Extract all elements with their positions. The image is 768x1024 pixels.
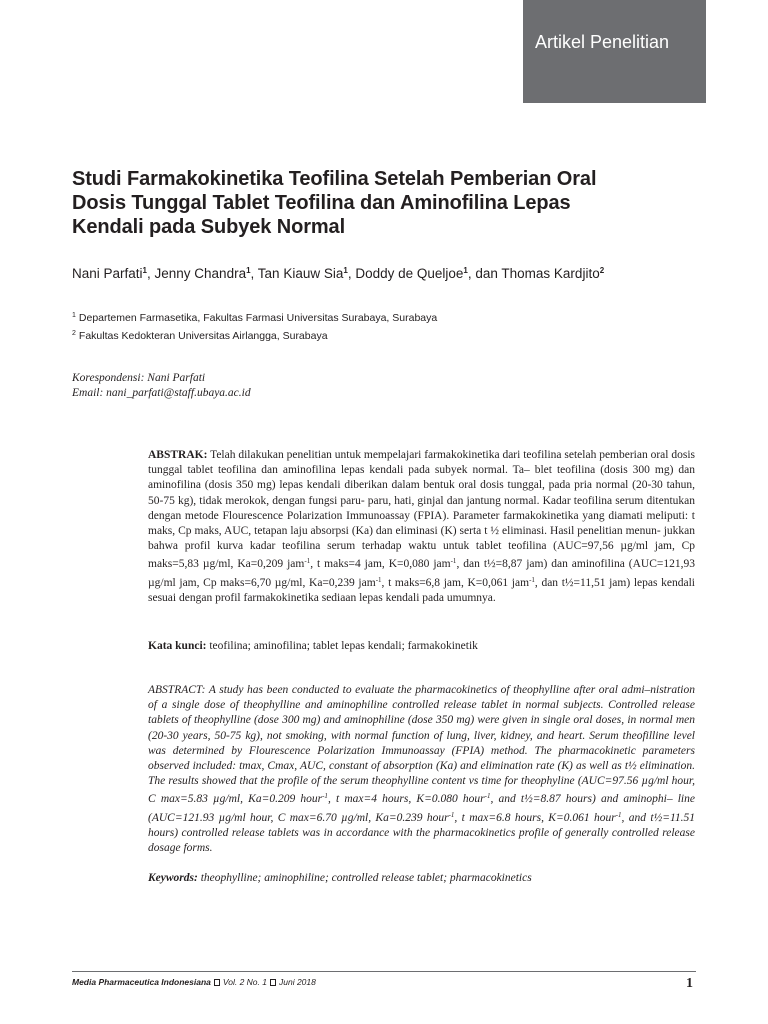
affiliation-text: Departemen Farmasetika, Fakultas Farmasi Universitas Surabaya, Surabaya: [78, 312, 438, 324]
keywords: [148, 871, 695, 886]
journal-name: Media Pharmaceutica Indonesiana: [72, 977, 211, 987]
article-type-badge: Artikel Penelitian: [523, 0, 706, 103]
abstract-text: , and t½=8.87 hours) and aminophi– line (AUC=121.93 µg/ml hour, C max=6.70 µg/ml, Ka=0.239 hour: [148, 793, 695, 824]
abstract-text: , t max=6.8 hours, K=0.061 hour: [454, 811, 616, 824]
article-title-line: Studi Farmakokinetika Teofilina Setelah Pemberian Oral: [72, 168, 597, 190]
abstrak-text: , dan t½=11,51 jam) lepas kendali sesuai dengan profil farmakokinetika sediaan lepas kendali pada umumnya.: [148, 576, 695, 604]
keywords-text: theophylline; aminophiline; controlled release tablet; pharmacokinetics: [197, 872, 532, 884]
abstrak-text: , t maks=6,8 jam, K=0,061 jam: [381, 576, 530, 589]
author-affiliation-mark: 1: [142, 266, 147, 275]
unit-superscript: -1: [450, 557, 457, 566]
abstrak-indonesian: [148, 448, 695, 606]
article-title-line: Kendali pada Subyek Normal: [72, 216, 346, 238]
kata-kunci-label: Kata kunci:: [148, 640, 207, 652]
abstract-text: , and t½=11.51 hours) controlled release tablets was in accordance with the pharmacokinetics profile of generally controlled release dosage forms.: [148, 811, 695, 855]
footer-divider: [72, 971, 696, 972]
kata-kunci: [148, 639, 695, 654]
author-name: Doddy de Queljoe: [355, 266, 464, 281]
article-title-line: Dosis Tunggal Tablet Teofilina dan Aminofilina Lepas: [72, 192, 571, 214]
unit-superscript: -1: [448, 810, 455, 819]
keywords-label: Keywords:: [148, 872, 198, 884]
abstract-english: [148, 683, 695, 856]
square-separator-icon: [270, 979, 276, 986]
abstrak-label: ABSTRAK:: [148, 449, 208, 461]
journal-volume: Vol. 2 No. 1: [222, 977, 267, 987]
article-title: [72, 167, 672, 239]
abstrak-text: Telah dilakukan penelitian untuk mempelajari farmakokinetika dari teofilina setelah pemberian oral dosis tunggal tablet teofilina dan aminofilina lepas kendali pada subyek normal. Ta– blet teofilina (dosis 300 mg) dan aminofilina (dosis 350 mg) lepas kendali diberikan dalam bentuk oral dosis tunggal, pada pria normal (20-30 tahun, 50-75 kg), tidak merokok, dengan fungsi paru- paru, hati, ginjal dan jantung normal. Kadar teofilina serum ditentukan dengan metode Flourescence Polarization Immunoassay (FPIA). Parameter farmakokinetika yang diamati meliputi: t maks, Cp maks, AUC, tetapan laju absorpsi (Ka) dan eliminasi (K) serta t ½ eliminasi. Hasil penelitian menun- jukkan bahwa profil kurva kadar teofilina serum terhadap waktu untuk tablet teofilina (AUC=97,56 µg/ml jam, Cp maks=5,83 µg/ml, Ka=0,209 jam: [148, 449, 696, 571]
author-affiliation-mark: 1: [463, 266, 468, 275]
abstrak-text: , t maks=4 jam, K=0,080 jam: [310, 558, 451, 571]
author-affiliation-mark: 2: [599, 266, 605, 275]
correspondence: Korespondensi: Nani Parfati: [72, 372, 206, 384]
affiliation-number: 2: [72, 330, 76, 337]
kata-kunci-text: teofilina; aminofilina; tablet lepas kendali; farmakokinetik: [206, 640, 478, 652]
affiliation-1: [72, 312, 437, 324]
author-separator: ,: [250, 266, 258, 281]
unit-superscript: -1: [375, 575, 382, 584]
unit-superscript: -1: [484, 792, 491, 801]
affiliation-text: Fakultas Kedokteran Universitas Airlangga, Surabaya: [78, 330, 328, 342]
author-separator: , dan: [467, 266, 502, 281]
abstrak-text: , dan t½=8,87 jam) dan aminofilina (AUC=121,93 µg/ml jam, Cp maks=6,70 µg/ml, Ka=0,239 jam: [148, 558, 695, 589]
affiliation-number: 1: [72, 312, 76, 319]
author-name: Thomas Kardjito: [501, 266, 600, 281]
correspondence-email: Email: nani_parfati@staff.ubaya.ac.id: [72, 387, 251, 399]
affiliation-2: [72, 330, 328, 342]
abstract-text: , t max=4 hours, K=0.080 hour: [327, 793, 485, 806]
author-separator: ,: [147, 266, 155, 281]
journal-citation: [72, 977, 316, 987]
square-separator-icon: [214, 979, 220, 986]
author-list: [72, 266, 604, 281]
abstract-text: ABSTRACT: A study has been conducted to evaluate the pharmacokinetics of theophylline after oral admi–nistration of a single dose of theophylline and aminophiline controlled release tablet in normal subjects. Controlled release tablets of theophylline (dose 300 mg) and aminophiline (dose 350 mg) were given in single oral doses, in normal men (20-30 years, 50-75 kg), not smoking, with normal function of lung, liver, kidney, and heart. Serum theofilline level was determined by Flourescence Polarization Immunoassay (FPIA) method. The pharmacokinetic parameters observed included: tmax, Cmax, AUC, constant of absorption (Ka) and elimination rate (K) as well as t½ elimination. The results showed that the profile of the serum theophylline content vs time for theophyline (AUC=97.56 µg/ml hour, C max=5.83 µg/ml, Ka=0.209 hour: [148, 684, 695, 806]
unit-superscript: -1: [529, 575, 535, 584]
author-affiliation-mark: 1: [343, 266, 348, 275]
author-separator: ,: [347, 266, 356, 281]
unit-superscript: -1: [322, 792, 328, 801]
author-name: Tan Kiauw Sia: [257, 266, 344, 281]
author-name: Jenny Chandra: [154, 266, 247, 281]
page-number: 1: [686, 976, 693, 991]
author-affiliation-mark: 1: [246, 266, 251, 275]
unit-superscript: -1: [304, 557, 311, 566]
author-name: Nani Parfati: [72, 266, 143, 281]
journal-date: Juni 2018: [279, 977, 316, 987]
unit-superscript: -1: [615, 810, 622, 819]
